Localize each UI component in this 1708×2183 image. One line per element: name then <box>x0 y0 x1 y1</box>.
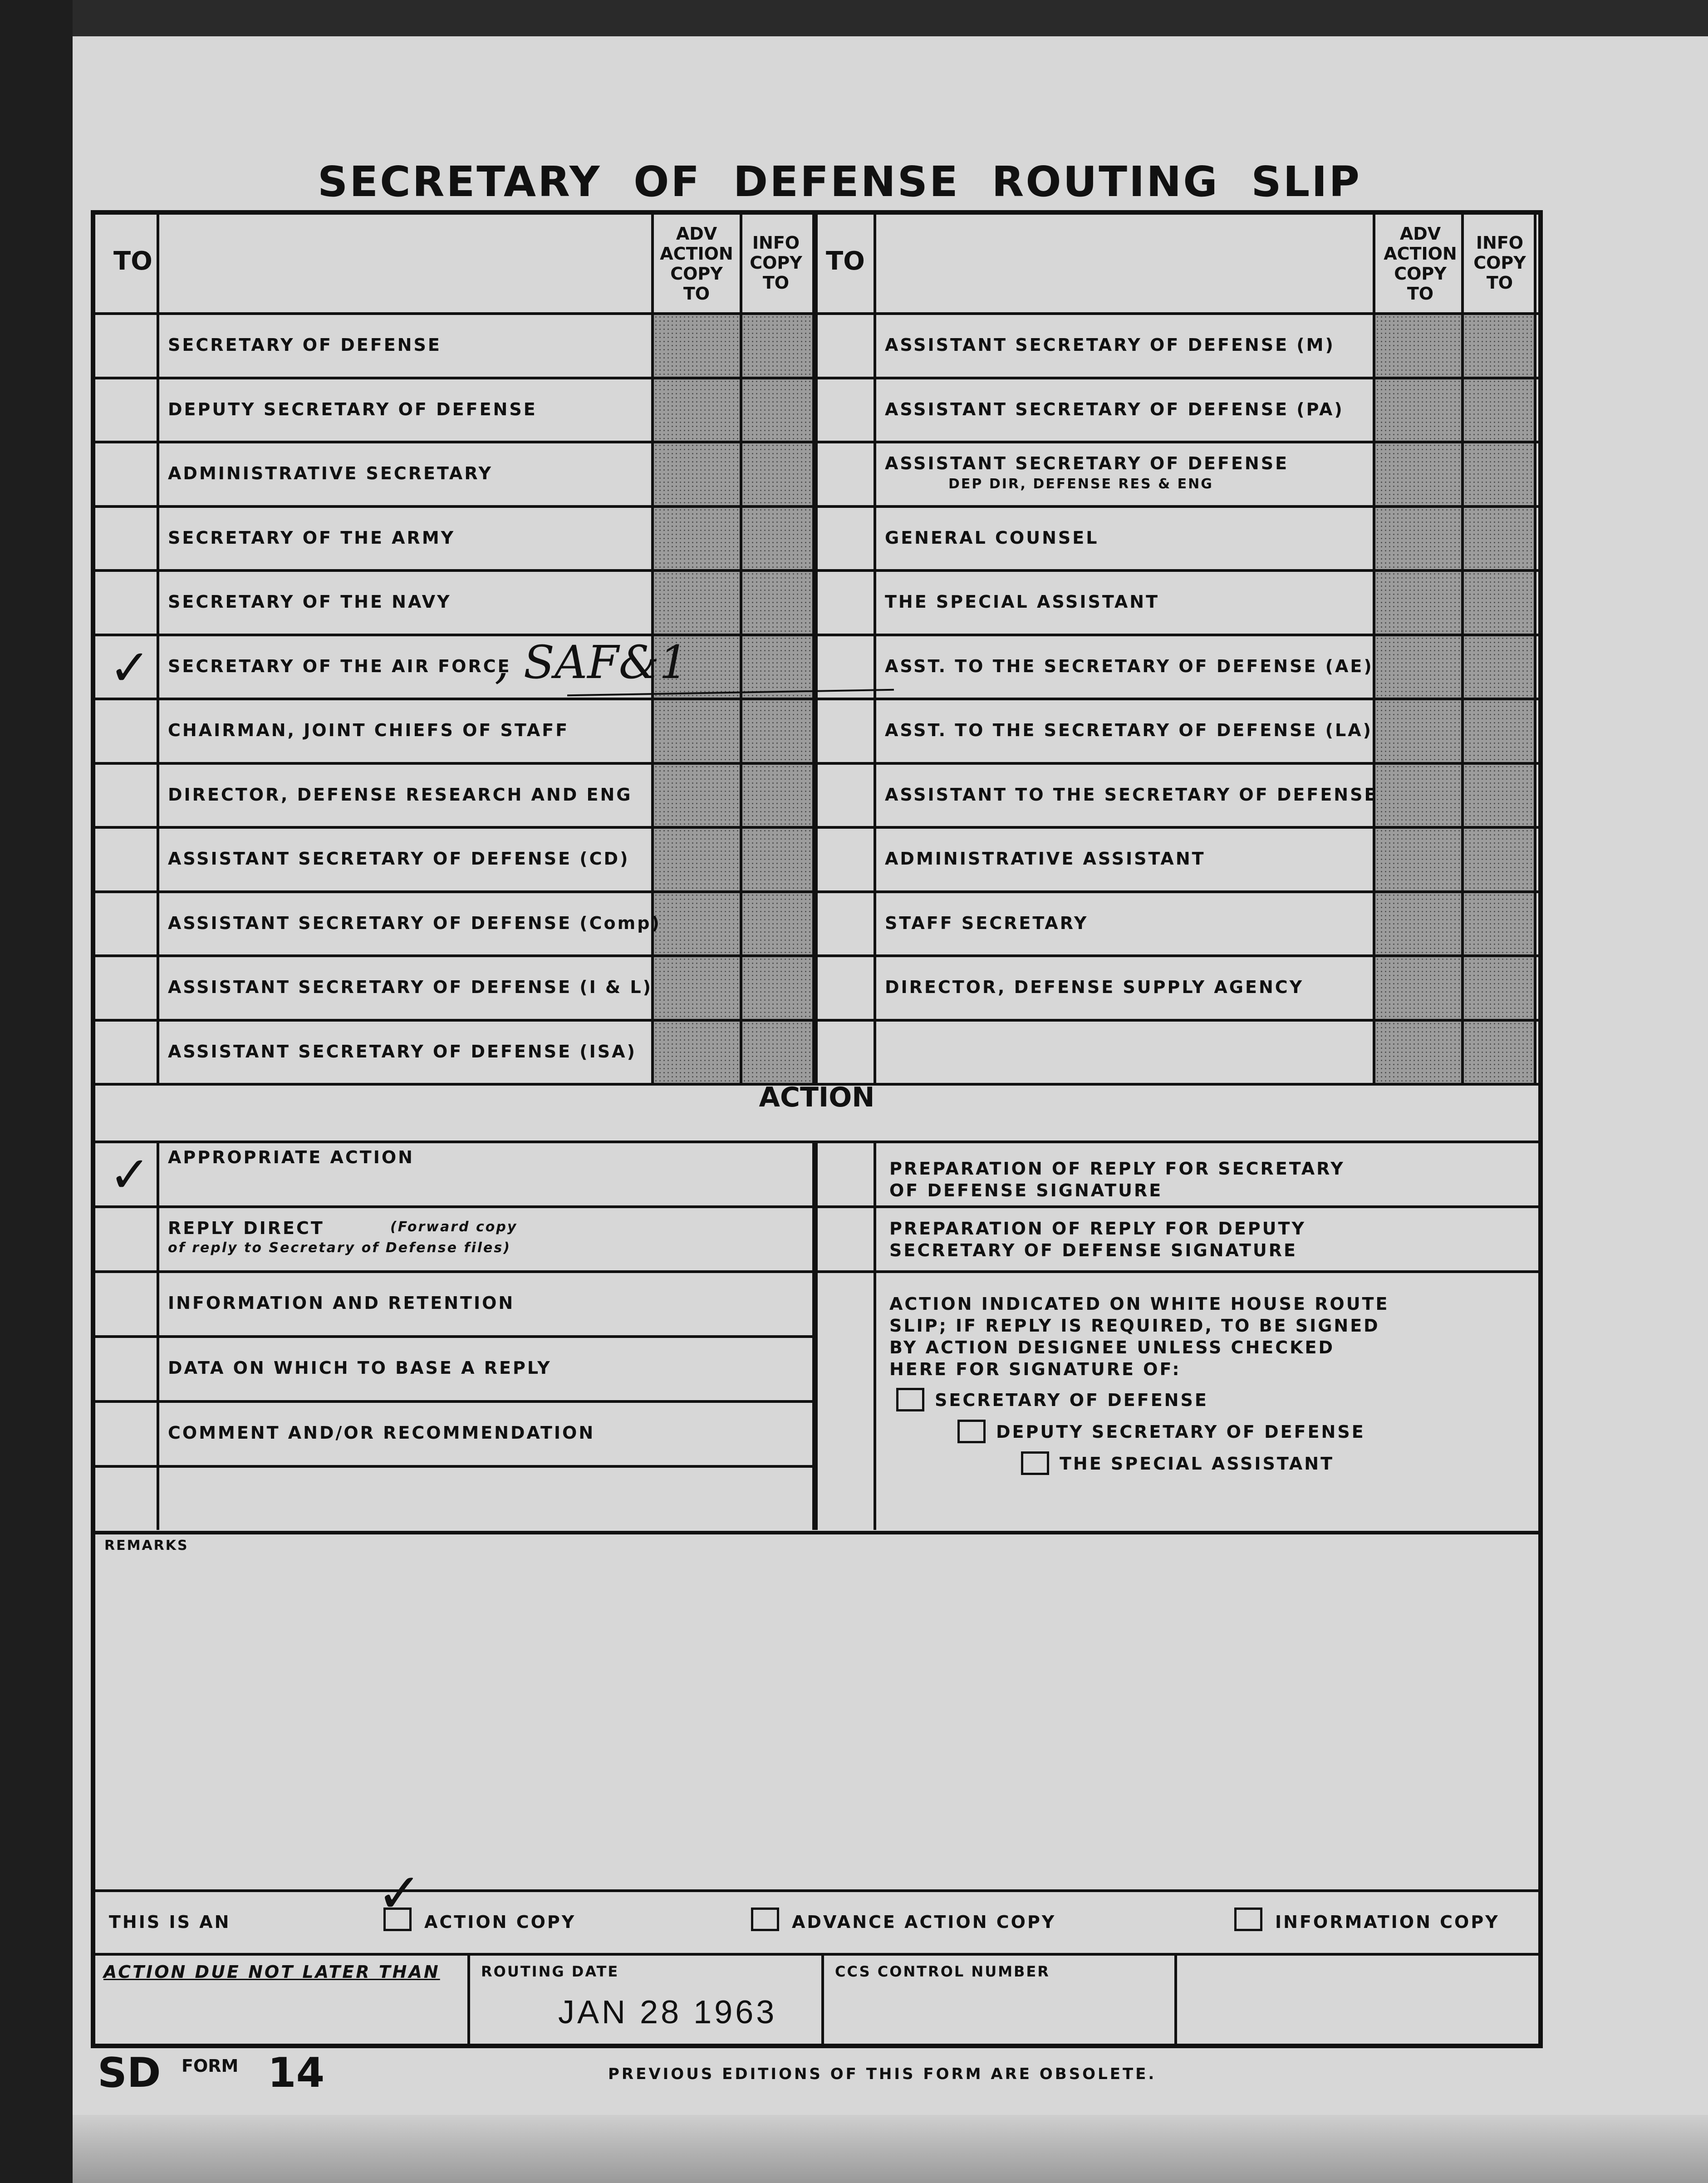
info-copy-cell-left[interactable] <box>742 379 812 441</box>
info-copy-cell-left[interactable] <box>742 508 812 570</box>
adv-action-cell-left[interactable] <box>654 315 740 377</box>
col-right-end <box>1534 215 1536 1083</box>
handwritten-office-code: , SAF&1 <box>495 635 688 689</box>
to-check-cell-right[interactable] <box>818 1022 873 1083</box>
adv-action-cell-left[interactable] <box>654 893 740 955</box>
adv-action-cell-left[interactable] <box>654 829 740 890</box>
signature-secdef-label: SECRETARY OF DEFENSE <box>935 1390 1208 1410</box>
adv-action-cell-right[interactable] <box>1375 636 1461 698</box>
action-option-note-2: of reply to Secretary of Defense files) <box>168 1240 511 1256</box>
right-recipient-label: ASSISTANT SECRETARY OF DEFENSE <box>885 453 1289 473</box>
scan-edge <box>0 0 73 2183</box>
action-right-divider-2 <box>818 1270 1538 1273</box>
info-copy-cell-right[interactable] <box>1464 700 1534 762</box>
bottom-divider-2 <box>821 1953 824 2048</box>
left-recipient-label: ADMINISTRATIVE SECRETARY <box>168 463 493 483</box>
info-copy-cell-right[interactable] <box>1464 572 1534 634</box>
to-check-cell-left[interactable] <box>98 1022 156 1083</box>
info-header-right: INFO COPY TO <box>1473 233 1526 293</box>
action-due-label: ACTION DUE NOT LATER THAN <box>103 1962 440 1982</box>
action-prep-depsecdef-line2: SECRETARY OF DEFENSE SIGNATURE <box>889 1240 1297 1260</box>
info-copy-cell-left[interactable] <box>742 1022 812 1083</box>
adv-header-right: ADV ACTION COPY TO <box>1384 224 1457 304</box>
action-check-cell[interactable] <box>98 1468 156 1530</box>
title-word-3: DEFENSE <box>733 157 960 206</box>
adv-header-left: ADV ACTION COPY TO <box>660 224 733 304</box>
to-check-cell-left[interactable] <box>98 957 156 1019</box>
whitehouse-line4: HERE FOR SIGNATURE OF: <box>889 1359 1181 1379</box>
action-option-label: COMMENT AND/OR RECOMMENDATION <box>168 1423 595 1443</box>
right-recipient-label: ASSISTANT TO THE SECRETARY OF DEFENSE <box>885 784 1378 805</box>
action-left-divider <box>95 1400 815 1403</box>
info-copy-cell-left[interactable] <box>742 636 812 698</box>
row-divider <box>95 762 1538 765</box>
blank-field[interactable] <box>1184 1962 1529 2039</box>
to-check-cell-left[interactable] <box>98 379 156 441</box>
signature-secdef-checkbox[interactable] <box>896 1388 924 1411</box>
row-divider <box>95 569 1538 572</box>
right-recipient-label: GENERAL COUNSEL <box>885 527 1099 548</box>
adv-action-cell-left[interactable] <box>654 700 740 762</box>
to-check-cell-left[interactable] <box>98 829 156 890</box>
signature-depsecdef-label: DEPUTY SECRETARY OF DEFENSE <box>996 1422 1365 1442</box>
right-recipient-sublabel: DEP DIR, DEFENSE RES & ENG <box>948 476 1213 492</box>
info-copy-cell-left[interactable] <box>742 893 812 955</box>
left-recipient-label: DIRECTOR, DEFENSE RESEARCH AND ENG <box>168 784 633 805</box>
row-divider <box>95 826 1538 829</box>
info-copy-cell-left[interactable] <box>742 829 812 890</box>
action-prep-secdef-line2: OF DEFENSE SIGNATURE <box>889 1180 1163 1200</box>
whitehouse-line1: ACTION INDICATED ON WHITE HOUSE ROUTE <box>889 1294 1389 1314</box>
title-word-5: SLIP <box>1251 157 1361 206</box>
to-check-cell-left[interactable] <box>98 443 156 505</box>
to-header-left: TO <box>113 246 152 276</box>
info-copy-cell-right[interactable] <box>1464 829 1534 890</box>
left-recipient-label: SECRETARY OF THE AIR FORCE <box>168 656 511 676</box>
left-recipient-label: DEPUTY SECRETARY OF DEFENSE <box>168 399 537 419</box>
action-copy-check-mark: ✓ <box>377 1862 422 1925</box>
adv-action-cell-right[interactable] <box>1375 957 1461 1019</box>
row-divider <box>95 890 1538 893</box>
action-option-label: APPROPRIATE ACTION <box>168 1147 414 1167</box>
to-check-cell-right[interactable] <box>818 315 873 377</box>
advance-action-copy-checkbox[interactable] <box>751 1908 779 1931</box>
action-option-label: REPLY DIRECT <box>168 1218 324 1238</box>
action-left-divider <box>95 1465 815 1468</box>
to-check-cell-left[interactable] <box>98 572 156 634</box>
action-prep-secdef-line1: PREPARATION OF REPLY FOR SECRETARY <box>889 1159 1345 1179</box>
to-check-cell-right[interactable] <box>818 508 873 570</box>
info-header-left: INFO COPY TO <box>750 233 802 293</box>
form-number: 14 <box>268 2049 325 2097</box>
left-recipient-label: SECRETARY OF THE NAVY <box>168 592 452 612</box>
form-prefix: SD <box>98 2049 161 2097</box>
left-recipient-label: SECRETARY OF DEFENSE <box>168 335 442 355</box>
adv-action-cell-right[interactable] <box>1375 1022 1461 1083</box>
adv-action-cell-right[interactable] <box>1375 572 1461 634</box>
bottom-row-top <box>95 1953 1538 1956</box>
info-copy-cell-right[interactable] <box>1464 443 1534 505</box>
row-divider <box>95 954 1538 957</box>
row-divider <box>95 505 1538 508</box>
row-divider <box>95 377 1538 379</box>
to-check-cell-right[interactable] <box>818 765 873 826</box>
signature-special-assistant-label: THE SPECIAL ASSISTANT <box>1060 1454 1335 1474</box>
action-due-field[interactable] <box>103 1989 462 2039</box>
routing-date-value: JAN 28 1963 <box>558 1994 777 2031</box>
copy-type-prefix: THIS IS AN <box>109 1912 231 1932</box>
left-recipient-label: CHAIRMAN, JOINT CHIEFS OF STAFF <box>168 720 569 740</box>
adv-action-cell-right[interactable] <box>1375 700 1461 762</box>
signature-special-assistant-checkbox[interactable] <box>1021 1451 1049 1475</box>
title-word-1: SECRETARY <box>318 157 602 206</box>
adv-action-cell-left[interactable] <box>654 765 740 826</box>
advance-action-copy-label: ADVANCE ACTION COPY <box>792 1912 1056 1932</box>
action-prep-depsecdef-line1: PREPARATION OF REPLY FOR DEPUTY <box>889 1219 1306 1239</box>
info-copy-cell-right[interactable] <box>1464 765 1534 826</box>
to-check-cell-right[interactable] <box>818 572 873 634</box>
to-check-cell-left[interactable] <box>98 700 156 762</box>
left-recipient-label: ASSISTANT SECRETARY OF DEFENSE (ISA) <box>168 1041 637 1062</box>
action-option-label: INFORMATION AND RETENTION <box>168 1293 515 1313</box>
bottom-divider-3 <box>1174 1953 1177 2048</box>
left-recipient-label: SECRETARY OF THE ARMY <box>168 527 456 548</box>
action-col-check-right <box>874 1141 876 1530</box>
to-check-cell-right[interactable] <box>818 957 873 1019</box>
information-copy-label: INFORMATION COPY <box>1275 1912 1500 1932</box>
row-divider <box>95 698 1538 700</box>
info-copy-cell-left[interactable] <box>742 443 812 505</box>
action-left-divider <box>95 1270 815 1273</box>
right-recipient-label: ASSISTANT SECRETARY OF DEFENSE (M) <box>885 335 1335 355</box>
action-left-divider <box>95 1335 815 1338</box>
adv-action-cell-right[interactable] <box>1375 379 1461 441</box>
form-word: FORM <box>182 2056 239 2076</box>
to-check-cell-right[interactable] <box>818 893 873 955</box>
to-check-cell-right[interactable] <box>818 443 873 505</box>
right-recipient-label: ADMINISTRATIVE ASSISTANT <box>885 849 1206 869</box>
to-check-cell-left[interactable] <box>98 508 156 570</box>
col-to-right <box>874 215 876 1083</box>
to-check-cell-left[interactable] <box>98 765 156 826</box>
right-recipient-label: ASST. TO THE SECRETARY OF DEFENSE (AE) <box>885 656 1374 676</box>
adv-action-cell-left[interactable] <box>654 379 740 441</box>
action-check-cell[interactable] <box>98 1208 156 1270</box>
ccs-control-label: CCS CONTROL NUMBER <box>835 1963 1050 1980</box>
left-recipient-label: ASSISTANT SECRETARY OF DEFENSE (I & L) <box>168 977 653 997</box>
adv-action-cell-right[interactable] <box>1375 508 1461 570</box>
left-recipient-label: ASSISTANT SECRETARY OF DEFENSE (Comp) <box>168 913 661 933</box>
row-divider <box>95 1019 1538 1022</box>
adv-action-cell-left[interactable] <box>654 508 740 570</box>
col-center-divider <box>812 215 818 1083</box>
bottom-divider-1 <box>467 1953 470 2048</box>
info-copy-cell-left[interactable] <box>742 572 812 634</box>
to-check-cell-left[interactable] <box>98 893 156 955</box>
info-copy-cell-right[interactable] <box>1464 315 1534 377</box>
info-copy-cell-right[interactable] <box>1464 636 1534 698</box>
adv-action-cell-right[interactable] <box>1375 893 1461 955</box>
scan-shadow <box>73 2115 1708 2183</box>
whitehouse-line2: SLIP; IF REPLY IS REQUIRED, TO BE SIGNED <box>889 1316 1380 1336</box>
routing-form <box>91 210 1543 2048</box>
info-copy-cell-left[interactable] <box>742 765 812 826</box>
action-check-cell[interactable] <box>98 1273 156 1335</box>
remarks-label: REMARKS <box>104 1538 189 1554</box>
action-check-cell[interactable] <box>98 1338 156 1400</box>
adv-action-cell-right[interactable] <box>1375 829 1461 890</box>
info-copy-cell-right[interactable] <box>1464 1022 1534 1083</box>
remarks-divider <box>95 1531 1538 1534</box>
action-left-divider <box>95 1205 815 1208</box>
info-copy-cell-right[interactable] <box>1464 379 1534 441</box>
info-copy-cell-right[interactable] <box>1464 508 1534 570</box>
adv-action-cell-right[interactable] <box>1375 765 1461 826</box>
info-copy-cell-left[interactable] <box>742 315 812 377</box>
left-recipient-label: ASSISTANT SECRETARY OF DEFENSE (CD) <box>168 849 630 869</box>
row-divider <box>95 441 1538 443</box>
copy-row-top <box>95 1889 1538 1892</box>
info-copy-cell-left[interactable] <box>742 957 812 1019</box>
form-title <box>318 154 1361 209</box>
signature-depsecdef-checkbox[interactable] <box>957 1420 986 1443</box>
adv-action-cell-left[interactable] <box>654 572 740 634</box>
action-heading: ACTION <box>759 1082 875 1113</box>
action-check-cell[interactable] <box>98 1403 156 1465</box>
info-copy-cell-right[interactable] <box>1464 957 1534 1019</box>
info-copy-cell-right[interactable] <box>1464 893 1534 955</box>
action-check-mark: ✓ <box>109 1146 151 1204</box>
information-copy-checkbox[interactable] <box>1234 1908 1262 1931</box>
col-to-left <box>157 215 159 1083</box>
right-recipient-label: STAFF SECRETARY <box>885 913 1089 933</box>
left-recipient-check-mark: ✓ <box>109 638 151 697</box>
to-check-cell-right[interactable] <box>818 829 873 890</box>
adv-action-cell-left[interactable] <box>654 443 740 505</box>
to-check-cell-left[interactable] <box>98 315 156 377</box>
adv-action-cell-left[interactable] <box>654 1022 740 1083</box>
right-recipient-label: THE SPECIAL ASSISTANT <box>885 592 1160 612</box>
adv-action-cell-left[interactable] <box>654 957 740 1019</box>
row-divider <box>95 634 1538 636</box>
routing-date-label: ROUTING DATE <box>481 1963 619 1980</box>
info-copy-cell-left[interactable] <box>742 700 812 762</box>
adv-action-cell-right[interactable] <box>1375 443 1461 505</box>
action-option-note-1: (Forward copy <box>390 1219 518 1235</box>
action-option-label: DATA ON WHICH TO BASE A REPLY <box>168 1358 552 1378</box>
to-check-cell-right[interactable] <box>818 700 873 762</box>
right-recipient-label: ASST. TO THE SECRETARY OF DEFENSE (LA) <box>885 720 1373 740</box>
right-recipient-label: DIRECTOR, DEFENSE SUPPLY AGENCY <box>885 977 1304 997</box>
obsolete-notice: PREVIOUS EDITIONS OF THIS FORM ARE OBSOLETE. <box>608 2065 1157 2083</box>
to-header-right: TO <box>826 246 865 276</box>
right-recipient-label: ASSISTANT SECRETARY OF DEFENSE (PA) <box>885 399 1344 419</box>
whitehouse-line3: BY ACTION DESIGNEE UNLESS CHECKED <box>889 1337 1335 1357</box>
action-copy-label: ACTION COPY <box>424 1912 576 1932</box>
to-check-cell-right[interactable] <box>818 636 873 698</box>
title-word-2: OF <box>633 157 702 206</box>
ccs-control-field[interactable] <box>835 1989 1166 2039</box>
title-word-4: ROUTING <box>991 157 1219 206</box>
adv-action-cell-right[interactable] <box>1375 315 1461 377</box>
to-check-cell-right[interactable] <box>818 379 873 441</box>
action-right-divider-1 <box>818 1205 1538 1208</box>
